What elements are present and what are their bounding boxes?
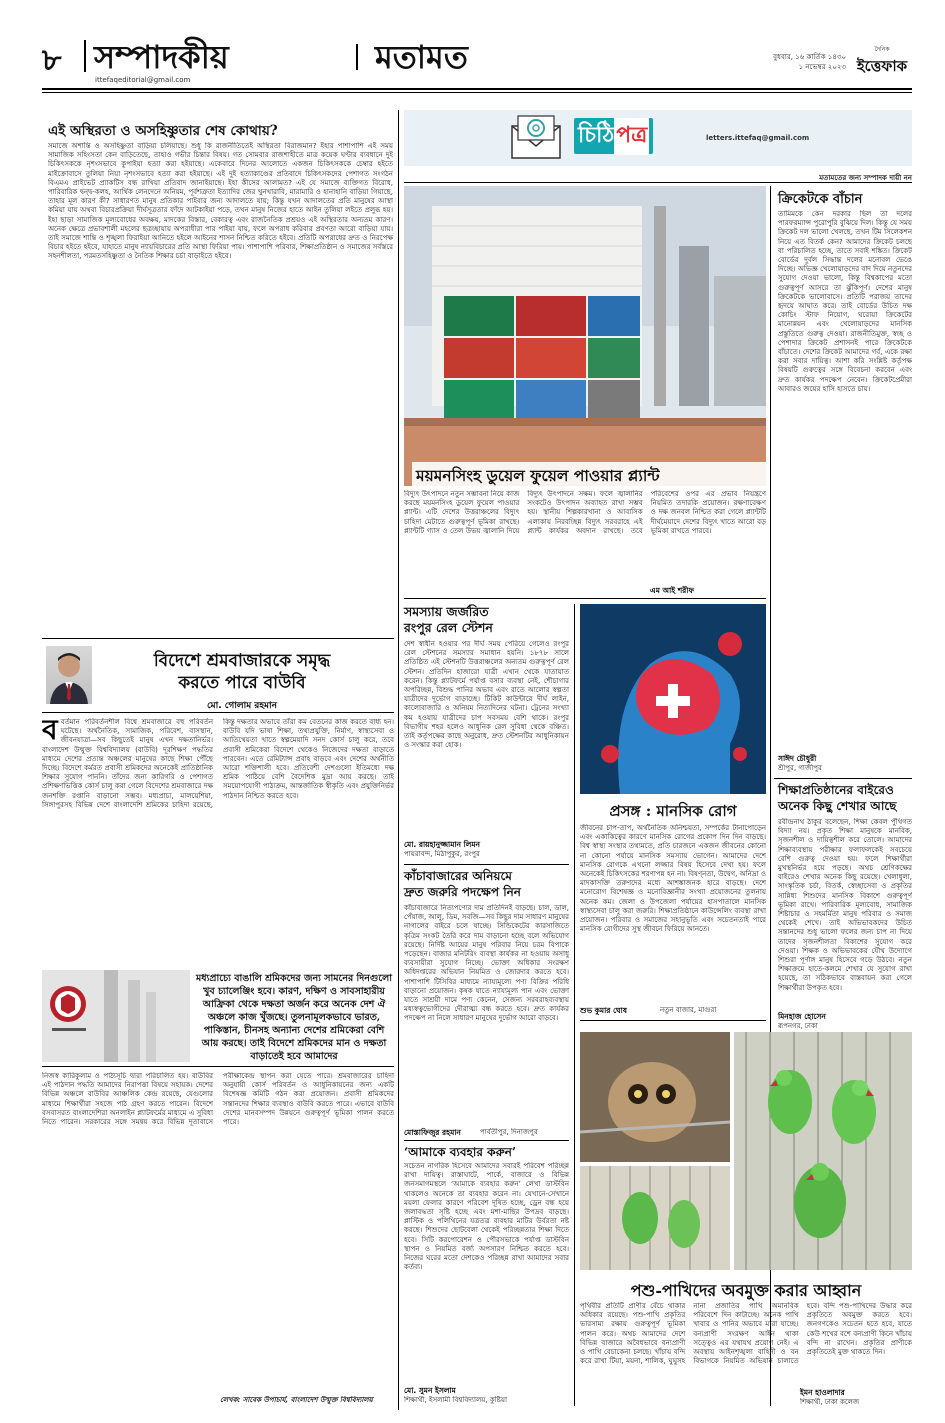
power-plant-signature: এম আই শরীফ: [650, 586, 694, 595]
rail-title-line2: রংপুর রেল স্টেশন: [404, 620, 493, 635]
language-title: ‘আমাকে ব্যবহার করুন’: [404, 1145, 517, 1159]
birds-title: পশু-পাখিদের অবমুক্ত করার আহ্বান: [630, 1281, 862, 1300]
university-photo-illustration: [42, 970, 190, 1062]
rail-signature: মো. রায়হানুজ্জামান লিমন: [404, 840, 481, 849]
school-place: রূপনগর, ঢাকা: [778, 1022, 818, 1030]
author-portrait: [46, 646, 92, 704]
section-title-editorial: সম্পাদকীয়: [94, 38, 229, 76]
letters-header-band: [404, 110, 912, 166]
parrot-main-illustration: [734, 1032, 912, 1270]
birds-place: শিক্ষার্থী, ঢাকা কলেজ: [800, 1398, 860, 1406]
power-plant-rule: [404, 598, 766, 599]
mental-health-label: প্রসঙ্গ : মানসিক রোগ: [609, 802, 737, 820]
mental-health-body: জীবনের চাপ-তাপ, অর্থনৈতিক অনিশ্চয়তা, সম্পর্কের টানাপোড়েন এবং একাকিত্বের কারণে মানসিক রোগের প্রকোপ দিন দিন বাড়ছে। বিশ্ব স্বাস্থ্য সংস্থার তথ্যমতে, প্রতি চারজনে একজন জীবনের কোনো না কোনো পর্যায়ে মানসিক সমস্যায় ভোগেন। আমাদের দেশে মানসিক রোগকে এখনো লজ্জার বিষয় হিসেবে দেখা হয়। ফলে অনেকেই চিকিৎসকের শরণাপন্ন হন না। বিষণ্নতা, উদ্বেগ, অনিদ্রা ও মাদকাসক্তি তরুণদের মধ্যে আশঙ্কাজনক হারে বাড়ছে। দেশে মনোরোগ বিশেষজ্ঞ ও মনোবিজ্ঞানীর সংখ্যা প্রয়োজনের তুলনায় অনেক কম। জেলা ও উপজেলা পর্যায়ের হাসপাতালে মানসিক স্বাস্থ্যসেবা চালু করা জরুরি। শিক্ষাপ্রতিষ্ঠানে কাউন্সেলিং ব্যবস্থা রাখা প্রয়োজন। পরিবার ও সমাজের সহানুভূতি এবং সচেতনতাই পারে মানসিক রোগীদের সুস্থ জীবনে ফিরিয়ে আনতে।: [580, 824, 766, 934]
date-bangla: বুধবার, ১৬ কার্তিক ১৪৩০: [773, 53, 846, 61]
power-plant-body: বিদ্যুৎ উৎপাদনে নতুন সম্ভাবনা নিয়ে কাজ করছে ময়মনসিংহ ডুয়েল ফুয়েল পাওয়ার প্ল্যান্ট। এটি দেশের উত্তরাঞ্চলের বিদ্যুৎ চাহিদা মেটাতে গুরুত্বপূর্ণ ভূমিকা রাখছে। প্ল্যান্টটি গ্যাস ও তেল উভয় জ্বালানি দিয়ে বিদ্যুৎ উৎপাদনে সক্ষম। ফলে জ্বালানির সংকটেও উৎপাদন অব্যাহত রাখা সম্ভব হয়। স্থানীয় শিল্পকারখানা ও আবাসিক এলাকায় নিরবচ্ছিন্ন বিদ্যুৎ সরবরাহে এই প্ল্যান্ট কার্যকর অবদান রাখছে। তবে পরিবেশের ওপর এর প্রভাব নিয়ন্ত্রণে নিয়মিত তদারকি প্রয়োজন। রক্ষণাবেক্ষণ ও দক্ষ জনবল নিশ্চিত করা গেলে প্ল্যান্টটি দীর্ঘমেয়াদে দেশের বিদ্যুৎ খাতে আরো বড় ভূমিকা রাখতে পারবে।: [404, 490, 766, 535]
cricket-place: শ্রীপুর, গাজীপুর: [778, 764, 822, 772]
editorial-email[interactable]: ittefaqeditorial@gmail.com: [95, 76, 191, 84]
mental-health-illustration: [580, 604, 766, 794]
article-headline: [92, 650, 392, 694]
university-photo: [42, 970, 190, 1062]
article-body: [42, 718, 394, 968]
rail-place: পায়রাবন্দ, মিঠাপুকুর, রংপুর: [404, 850, 480, 858]
letters-envelope-icon: [506, 112, 566, 168]
letters-brand-potro: পত্র: [614, 118, 649, 155]
market-title-line2: দ্রুত জরুরি পদক্ষেপ নিন: [404, 885, 521, 899]
power-plant-caption: ময়মনসিংহ ডুয়েল ফুয়েল পাওয়ার প্ল্যান্ট: [412, 462, 770, 492]
rail-rule: [404, 864, 569, 865]
market-rule: [404, 1140, 569, 1141]
school-title: [778, 782, 912, 814]
mental-health-place: নতুন বাজার, মাগুরা: [660, 1006, 717, 1014]
masthead-divider: [356, 44, 358, 70]
column-divider: [398, 110, 399, 1410]
birds-body: পৃথিবীর প্রতিটি প্রাণীর বেঁচে থাকার অধিকার রয়েছে। পশু-পাখি প্রকৃতির ভারসাম্য রক্ষায় গুরুত্বপূর্ণ ভূমিকা পালন করে। অথচ আমাদের দেশে বিভিন্ন বাজারে অবৈধভাবে বন্যপ্রাণী ও পাখি বেচাকেনা চলছে। খাঁচায় বন্দি করে রাখা টিয়া, ময়না, শালিক, ঘুঘুসহ নানা প্রজাতির পাখি অমানবিক পরিবেশে দিন কাটাচ্ছে। অনেক পাখি খাবার ও পানির অভাবে মারা যাচ্ছে। বন্যপ্রাণী সংরক্ষণ আইন থাকা সত্ত্বেও এর যথাযথ প্রয়োগ নেই। এ অবস্থায় আইনশৃঙ্খলা বাহিনী ও বন বিভাগকে নিয়মিত অভিযান চালাতে হবে। বন্দি পশু-পাখিদের উদ্ধার করে প্রকৃতিতে অবমুক্ত করতে হবে। জনগণকেও সচেতন হতে হবে, যাতে কেউ শখের বশে বন্যপ্রাণী কিনে খাঁচায় বন্দি না রাখেন। প্রকৃতির প্রাণীকে প্রকৃতিতেই মুক্ত থাকতে দিন।: [580, 1302, 912, 1366]
cricket-rule: [774, 778, 912, 779]
editorial-body: সমাজে অশান্তি ও অসহিষ্ণুতা বাড়িয়া চলিয়াছে। শুধু কি রাজনীতিতেই অস্থিরতা বিরাজমান? ইহার পাশাপাশি এই সময় সামাজিক সহিংসতা কেন বাড়িতেছে, তাহাও গভীর চিন্তার বিষয়। গত সোমবার রাজশাহীতে মাত্র কয়েক ঘণ্টার ব্যবধানে দুই চিকিৎসককে নৃশংসভাবে কুপাইয়া হত্যা করা হইয়াছে। একেবারে দিনের আলোতে একজন চিকিৎসককে চেম্বার হইতে মাইক্রোবাসে তুলিয়া নিয়া নৃশংসভাবে হত্যা করা হইয়াছে। এই দুই হত্যাকাণ্ডের প্রতিবাদে চিকিৎসকদের পেশাগত সংগঠন বিএমএ প্রাইভেট প্র্যাকটিস বন্ধ রাখিয়া প্রতিবাদ জানাইয়াছে। ইহা কীসের আলামত? এই যে সমাজে ব্যক্তিগত বিরোধ, পারিবারিক দ্বন্দ্ব-কলহ, আর্থিক লেনদেনে অনিয়ম, পূর্বশত্রুতা ইত্যাদির জের খুনখারাবি, মারামারি ও হানাহানি বাড়িয়া গিয়াছে, তাহার মূল কারণ কী? সাধারণত মানুষ প্রতিকার পাইবার জন্য আদালতে যায়; কিন্তু যখন আদালতের প্রতি মানুষের আস্থা কমিয়া যায় অথবা বিচারপ্রক্রিয়া দীর্ঘসূত্রতার ফাঁদে আটকাইয়া পড়ে, তখন মানুষ নিজের হাতে আইন তুলিয়া লইতে প্রলুব্ধ হয়। ইহা ছাড়া সামাজিক মূল্যবোধের অবক্ষয়, মাদকের বিস্তার, বেকারত্ব এবং রাজনৈতিক প্রশ্রয়ও এই অস্থিরতার অন্যতম কারণ। অনেক ক্ষেত্রে প্রভাবশালী মহলের ছত্রচ্ছায়ায় অপরাধীরা পার পাইয়া যায়, ফলে অপরাধ করিবার প্রবণতা আরো বাড়িয়া যায়। তাই সমাজে শান্তি ও শৃঙ্খলা ফিরাইয়া আনিতে হইলে আইনের শাসন নিশ্চিত করিতে হইবে। প্রতিটি অপরাধের দ্রুত ও নিরপেক্ষ বিচার হইতে হইবে, যাহাতে মানুষ ন্যায়বিচারের প্রতি আস্থা ফিরিয়া পায়। পাশাপাশি পরিবার, শিক্ষাপ্রতিষ্ঠান ও সমাজের সর্বস্তরে সহনশীলতা, পরমতসহিষ্ণুতা ও নৈতিক শিক্ষার চর্চা বাড়াইতে হইবে।: [48, 142, 393, 261]
article-headline-line2: করতে পারে বাউবি: [178, 673, 306, 693]
school-title-line1: শিক্ষাপ্রতিষ্ঠানের বাইরেও: [778, 783, 894, 797]
parrot-photo-left: [580, 1166, 730, 1270]
letters-rule: [404, 182, 912, 183]
article-author: মো. গোলাম রহমান: [206, 701, 278, 711]
section-title-opinion: মতামত: [375, 38, 468, 76]
masthead-rule: [42, 88, 912, 90]
cricket-title: ক্রিকেটকে বাঁচান: [778, 192, 863, 207]
editorial-headline: এই অস্থিরতা ও অসহিষ্ণুতার শেষ কোথায়?: [48, 123, 278, 139]
date-english: ১ নভেম্বর ২০২৩: [798, 63, 846, 71]
loris-photo: [580, 1032, 730, 1162]
masthead-divider: [84, 40, 86, 72]
cricket-signature: সাঈদ চৌধুরী: [778, 754, 817, 763]
school-title-line2: অনেক কিছু শেখার আছে: [778, 799, 897, 813]
logo-small-text: দৈনিক: [874, 46, 890, 53]
drop-cap: ব: [42, 718, 58, 746]
mental-health-signature: শুভ কুমার ঘোষ: [580, 1006, 627, 1015]
power-plant-photo: [404, 186, 766, 486]
market-title: [404, 868, 569, 900]
market-place: পার্বতীপুর, দিনাজপুর: [480, 1128, 538, 1136]
letters-brand-chithi: চিঠি: [578, 121, 615, 148]
article-author-note: লেখক: সাবেক উপাচার্য, বাংলাদেশ উন্মুক্ত বিশ্ববিদ্যালয়: [220, 1396, 373, 1404]
rail-title: [404, 604, 569, 636]
article-rule: [42, 712, 394, 713]
loris-illustration: [580, 1032, 730, 1162]
rail-body: দেশ স্বাধীন হওয়ার পর দীর্ঘ সময় পেরিয়ে গেলেও রংপুর রেল স্টেশনের সমস্যার সমাধান হয়নি। ১৮৭৮ সালে প্রতিষ্ঠিত এই স্টেশনটি উত্তরাঞ্চলের অন্যতম গুরুত্বপূর্ণ রেল স্টেশন। প্রতিদিন হাজারো যাত্রী এখান থেকে যাতায়াত করেন। কিন্তু প্ল্যাটফর্মে পর্যাপ্ত বসার ব্যবস্থা নেই, শৌচাগার অপরিচ্ছন্ন, বিশুদ্ধ পানির অভাব এবং রাতে আলোর স্বল্পতা যাত্রীদের দুর্ভোগ বাড়াচ্ছে। টিকিট কাউন্টারে দীর্ঘ লাইন, কালোবাজারি ও অনিয়ম নিত্যদিনের ঘটনা। ট্রেনের সংখ্যা কম হওয়ায় যাত্রীদের চাপ সবসময় বেশি থাকে। রংপুর বিভাগীয় শহর হলেও আধুনিক রেল সুবিধা থেকে বঞ্চিত। তাই কর্তৃপক্ষের কাছে অনুরোধ, দ্রুত স্টেশনটির আধুনিকায়ন ও সংস্কার করা হোক।: [404, 640, 569, 750]
mental-health-graphic: [580, 604, 766, 794]
portrait-illustration: [46, 646, 92, 704]
market-title-line1: কাঁচাবাজারের অনিয়মে: [404, 869, 512, 883]
article-headline-line1: বিদেশে শ্রমবাজারকে সমৃদ্ধ: [153, 651, 331, 671]
rail-title-line1: সমস্যায় জর্জরিত: [404, 604, 489, 619]
letters-brand: [574, 118, 653, 154]
date-line: [736, 52, 846, 72]
language-place: শিক্ষার্থী, ইসলামী বিশ্ববিদ্যালয়, কুষ্টিয়া: [404, 1396, 508, 1404]
masthead-rule-thin: [42, 92, 912, 93]
language-body: সচেতন নাগরিক হিসেবে আমাদের সবারই পরিবেশ পরিচ্ছন্ন রাখা দায়িত্ব। রাস্তাঘাটে, পার্কে, বাজারে ও বিভিন্ন জনসমাগমস্থলে ‘আমাকে ব্যবহার করুন’ লেখা ডাস্টবিন থাকলেও অনেকে তা ব্যবহার করেন না। যেখানে-সেখানে ময়লা ফেলার কারণে পরিবেশ দূষিত হচ্ছে, ড্রেন বন্ধ হয়ে জলাবদ্ধতা সৃষ্টি হচ্ছে এবং মশা-মাছির উপদ্রব বাড়ছে। প্লাস্টিক ও পলিথিনের যত্রতত্র ব্যবহার মাটির উর্বরতা নষ্ট করছে। শিশুদের ছোটবেলা থেকেই পরিচ্ছন্নতার শিক্ষা দিতে হবে। সিটি করপোরেশন ও পৌরসভাকে পর্যাপ্ত ডাস্টবিন স্থাপন ও নিয়মিত বর্জ্য অপসারণ নিশ্চিত করতে হবে। নিজের ঘরের মতো দেশকেও পরিচ্ছন্ন রাখা আমাদের সবার কর্তব্য।: [404, 1162, 569, 1272]
logo-text: ইত্তেফাক: [856, 57, 908, 75]
language-signature: মো. সুমন ইসলাম: [404, 1386, 456, 1395]
market-body: কাঁচাবাজারে নিত্যপণ্যের দাম প্রতিদিনই বাড়ছে। চাল, ডাল, পেঁয়াজ, আলু, ডিম, সবজি—সব কিছুর দাম সাধারণ মানুষের নাগালের বাইরে চলে যাচ্ছে। সিন্ডিকেটের কারসাজিতে কৃত্রিম সংকট তৈরি করে দাম বাড়ানো হচ্ছে বলে অভিযোগ রয়েছে। নির্দিষ্ট আয়ের মানুষ পরিবার নিয়ে চরম বিপাকে পড়েছেন। বাজার মনিটরিং ব্যবস্থা কার্যকর না হওয়ায় অসাধু ব্যবসায়ীরা সুযোগ নিচ্ছে। ভোক্তা অধিকার সংরক্ষণ অধিদপ্তরের অভিযান নিয়মিত ও জোরদার করতে হবে। পাশাপাশি টিসিবির মাধ্যমে ন্যায্যমূল্যে পণ্য বিক্রির পরিধি বাড়ানো প্রয়োজন। কৃষক যাতে ন্যায্যমূল্য পান এবং ভোক্তা যাতে সাশ্রয়ী দামে পণ্য কেনেন, সেজন্য সরবরাহব্যবস্থায় মধ্যস্বত্বভোগীদের দৌরাত্ম্য বন্ধ করতে হবে। দ্রুত কার্যকর পদক্ষেপ না নিলে সাধারণ মানুষের দুর্ভোগ আরো বাড়বে।: [404, 904, 569, 1023]
parrot-left-illustration: [580, 1166, 730, 1270]
birds-signature: ইমন হাওলাদার: [800, 1388, 845, 1397]
power-plant-illustration: [404, 186, 766, 486]
letters-disclaimer: মতামতের জন্য সম্পাদক দায়ী নন: [819, 174, 912, 182]
letters-email[interactable]: letters.ittefaq@gmail.com: [706, 134, 810, 142]
school-signature: মিনহাজ হোসেন: [778, 1012, 826, 1021]
article-body-continued: নিজস্ব কারিকুলাম ও পাঠ্যসূচি দ্বারা পরিচালিত হয়। বাউবির এই পাঠদান পদ্ধতি আমাদের নিরাপত্তা বিষয়ে সহায়ক। দেশের বিভিন্ন অঞ্চলে বাউবির আঞ্চলিক কেন্দ্র রয়েছে, যেগুলোর মাধ্যমে শিক্ষার্থীরা সহজে পাঠ গ্রহণ করতে পারেন। বিদেশে বসবাসরত বাংলাদেশিরা অনলাইন প্ল্যাটফর্মের মাধ্যমে এ সুবিধা নিতে পারেন। সরকারের সঙ্গে সমন্বয় করে বিভিন্ন দূতাবাসে পরীক্ষাকেন্দ্র স্থাপন করা যেতে পারে। শ্রমবাজারের চাহিদা অনুযায়ী কোর্স পরিবর্তন ও আধুনিকায়নের জন্য একটি বিশেষজ্ঞ কমিটি গঠন করা প্রয়োজন। প্রবাসী শ্রমিকদের সন্তানদের শিক্ষার ব্যবস্থাও বাউবি করতে পারে। এভাবে বাউবি দেশের মানবসম্পদ উন্নয়নে গুরুত্বপূর্ণ ভূমিকা পালন করতে পারে।: [42, 1072, 394, 1127]
newspaper-logo: [852, 44, 912, 80]
envelope-icon: [506, 112, 566, 164]
article-pullquote: মধ্যপ্রাচ্যে বাঙালি শ্রমিকদের জন্য সামনের দিনগুলো খুব চ্যালেঞ্জিং হবে। কারণ, দক্ষিণ ও সাবসাহারীয় আফ্রিকা থেকে দক্ষতা অর্জন করে অনেক দেশ ঐ অঞ্চলে কাজ খুঁজছে। তুলনামূলকভাবে ভারত, পাকিস্তান, চীনসহ অন্যান্য দেশের শ্রমিকেরা বেশি আয় করছে। তাই বিদেশে শ্রমিকদের মান ও দক্ষতা বাড়াতেই হবে আমাদের: [196, 973, 392, 1062]
middle-divider: [574, 604, 575, 1406]
editorial-bottom-rule: [42, 638, 394, 639]
pullquote-rule: [42, 1066, 394, 1067]
cricket-body: তামিমকে কেন দরকার ছিল তা দলের পারফরম্যান্স পুরোপুরি বুঝিয়ে দিল। কিন্তু যে সময় ক্রিকেট দল ভালো খেলছে, তখন টিম সিলেকশন নিয়ে এত বিতর্ক কেন? আমাদের ক্রিকেট চলছে বা পরিচালিত হচ্ছে, তাতে সবাই শঙ্কিত। ক্রিকেট বোর্ডের দুর্বল সিদ্ধান্ত দলের মনোবল ভেঙে দিচ্ছে। অভিজ্ঞ খেলোয়াড়দের বাদ দিয়ে নতুনদের সুযোগ দেওয়া ভালো, কিন্তু বিশ্বকাপের মতো গুরুত্বপূর্ণ আসরে তা ঝুঁকিপূর্ণ। দেশের মানুষ ক্রিকেটকে ভালোবাসে। প্রতিটি পরাজয় তাদের হৃদয়ে আঘাত করে। তাই বোর্ডের উচিত দক্ষ কোচিং স্টাফ নিয়োগ, ঘরোয়া ক্রিকেটের মানোন্নয়ন এবং খেলোয়াড়দের মানসিক প্রস্তুতিতে গুরুত্ব দেওয়া। রাজনীতিমুক্ত, স্বচ্ছ ও পেশাদার ক্রিকেট প্রশাসনই পারে ক্রিকেটকে বাঁচাতে। দেশের ক্রিকেট আমাদের গর্ব, একে রক্ষা করা সবার দায়িত্ব। আশা করি সংশ্লিষ্ট কর্তৃপক্ষ বিষয়টি গুরুত্বের সঙ্গে বিবেচনা করবেন এবং দ্রুত কার্যকর পদক্ষেপ নেবেন। ক্রিকেটপ্রেমীরা আবারও জয়ের হাসি হাসতে চায়।: [778, 210, 912, 393]
article-body-text: বর্তমান পরিবর্তনশীল বিশ্বে শ্রমবাজারে বহু পরিবর্তন ঘটেছে। অর্থনৈতিক, সামাজিক, পরিবেশ, বাসস্থান, জীবনযাত্রা—সব কিছুতেই মানুষ এখন দক্ষতানির্ভর। বাংলাদেশ উন্মুক্ত বিশ্ববিদ্যালয় (বাউবি) দূরশিক্ষণ পদ্ধতির মাধ্যমে দেশের প্রত্যন্ত অঞ্চলের মানুষের কাছে শিক্ষা পৌঁছে দিচ্ছে। বিদেশে কর্মরত প্রবাসী শ্রমিকদের অনেকেই প্রাতিষ্ঠানিক শিক্ষার সুযোগ পাননি। তাঁদের জন্য কারিগরি ও পেশাগত প্রশিক্ষণভিত্তিক কোর্স চালু করা গেলে বিদেশের শ্রমবাজারে দক্ষ জনশক্তি রপ্তানি বাড়ানো সম্ভব। মধ্যপ্রাচ্য, মালয়েশিয়া, সিঙ্গাপুরসহ বিভিন্ন দেশে বাংলাদেশি শ্রমিকের চাহিদা রয়েছে, কিন্তু দক্ষতার অভাবে তাঁরা কম বেতনের কাজ করতে বাধ্য হন। বাউবি যদি ভাষা শিক্ষা, তথ্যপ্রযুক্তি, নির্মাণ, স্বাস্থ্যসেবা ও আতিথেয়তা খাতে স্বল্পমেয়াদি সনদ কোর্স চালু করে, তবে প্রবাসী শ্রমিকেরা বিদেশে থেকেও নিজেদের দক্ষতা বাড়াতে পারবেন। এতে রেমিট্যান্স প্রবাহ বাড়বে এবং দেশের অর্থনীতি আরো শক্তিশালী হবে। প্রতিবেশী দেশগুলো ইতিমধ্যে দক্ষ শ্রমিক পাঠিয়ে বেশি বৈদেশিক মুদ্রা আয় করছে। তাই সময়োপযোগী পাঠ্যক্রম, আন্তর্জাতিক স্বীকৃতি এবং প্রযুক্তিনির্ভর পাঠদান নিশ্চিত করতে হবে।: [42, 718, 394, 809]
page-number: ৮: [42, 43, 62, 78]
market-signature: মোস্তাফিজুর রহমান: [404, 1128, 461, 1137]
mental-health-rule: [580, 1020, 766, 1021]
parrot-photo-main: [734, 1032, 912, 1270]
school-body: রবীন্দ্রনাথ ঠাকুর বলেছেন, শিক্ষা কেবল পুঁথিগত বিদ্যা নয়। প্রকৃত শিক্ষা মানুষকে মানবিক, সৃজনশীল ও দায়িত্বশীল করে তোলে। আমাদের শিক্ষাব্যবস্থায় পরীক্ষার ফলাফলকেই সবচেয়ে বেশি গুরুত্ব দেওয়া হয়। ফলে শিক্ষার্থীরা মুখস্থনির্ভর হয়ে পড়ছে। অথচ শ্রেণিকক্ষের বাইরেও শেখার অনেক কিছু রয়েছে। খেলাধুলা, সাংস্কৃতিক চর্চা, বিতর্ক, স্বেচ্ছাসেবা ও প্রকৃতির সান্নিধ্য শিশুদের মানসিক বিকাশে গুরুত্বপূর্ণ ভূমিকা রাখে। পারিবারিক মূল্যবোধ, সামাজিক শিষ্টাচার ও সহমর্মিতা মানুষ পরিবার ও সমাজ থেকেই শেখে। তাই অভিভাবকদের উচিত সন্তানদের শুধু ভালো ফলের জন্য চাপ না দিয়ে তাদের সৃজনশীলতা বিকাশের সুযোগ করে দেওয়া। শিক্ষক ও অভিভাবকের যৌথ উদ্যোগে শিশুরা পূর্ণাঙ্গ মানুষ হিসেবে গড়ে উঠবে। নতুন শিক্ষাক্রমে হাতে-কলমে শেখার যে সুযোগ রাখা হয়েছে, তা সঠিকভাবে বাস্তবায়ন করা গেলে শিক্ষার্থীরা উপকৃত হবে।: [778, 818, 912, 992]
